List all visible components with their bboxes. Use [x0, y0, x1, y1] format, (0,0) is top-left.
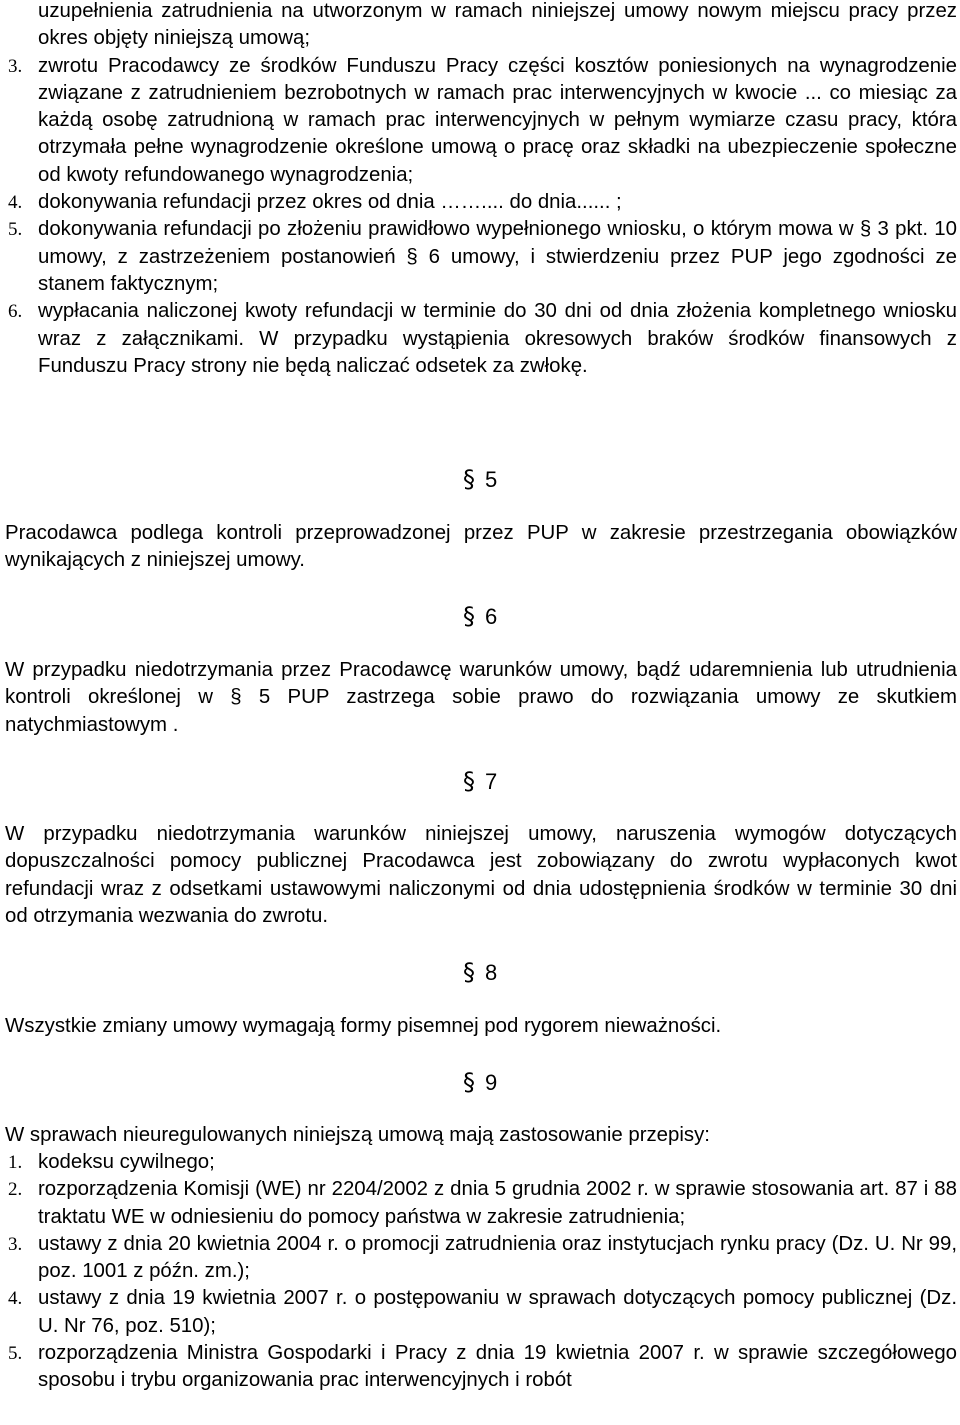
section-symbol: §	[463, 1068, 475, 1096]
section-symbol: §	[463, 958, 475, 986]
list-item-number: 6.	[8, 301, 23, 323]
list-item-number	[8, 0, 38, 53]
list-item-number: 3.	[8, 55, 23, 77]
list-item	[8, 189, 957, 216]
section-7-paragraph: W przypadku niedotrzymania warunków niniejszej umowy, naruszenia wymogów dotyczących dopuszczalności pomocy publicznej Pracodawca jest zobowiązany do zwrotu wypłaconych kwot refundacji wraz z odsetkami ustawowymi naliczonymi od dnia udostępnienia środków w terminie 30 dni od otrzymania wezwania do zwrotu.	[5, 823, 957, 927]
section-heading-5	[463, 464, 497, 495]
section-heading-6	[463, 601, 497, 632]
list-item-number: 4.	[8, 1288, 23, 1310]
section-heading-8	[463, 957, 497, 988]
section-number: 9	[485, 1070, 498, 1095]
list-item-number: 5.	[8, 219, 23, 241]
section-symbol: §	[463, 602, 475, 630]
list-item	[8, 1176, 957, 1231]
list-item-text: rozporządzenia Komisji (WE) nr 2204/2002 z dnia 5 grudnia 2002 r. w sprawie stosowania art. 87 i 88 traktatu WE w odniesieniu do pomocy państwa w zakresie zatrudnienia;	[38, 1178, 957, 1228]
section-heading-9	[463, 1067, 497, 1098]
section-symbol: §	[463, 465, 475, 493]
section-9-paragraph: W sprawach nieuregulowanych niniejszą umową mają zastosowanie przepisy:	[5, 1124, 710, 1146]
list-item	[8, 1149, 957, 1176]
section-number: 6	[485, 604, 498, 629]
list-item-text: wypłacania naliczonej kwoty refundacji w terminie do 30 dni od dnia złożenia kompletnego wniosku wraz z załącznikami. W przypadku wystąpienia okresowych braków środków finansowych z Funduszu Pracy strony nie będą naliczać odsetek za zwłokę.	[38, 300, 957, 377]
list-item-text: uzupełnienia zatrudnienia na utworzonym w ramach niniejszej umowy nowym miejscu pracy przez okres objęty niniejszą umową;	[38, 0, 957, 50]
section-number: 7	[485, 769, 498, 794]
obligations-list	[8, 0, 957, 380]
list-item-text: dokonywania refundacji przez okres od dnia …….... do dnia...... ;	[38, 191, 622, 214]
section-number: 5	[485, 467, 498, 492]
list-item	[8, 53, 957, 189]
section-8-paragraph: Wszystkie zmiany umowy wymagają formy pisemnej pod rygorem nieważności.	[5, 1015, 722, 1037]
list-item-number: 1.	[8, 1152, 23, 1173]
list-item-number: 4.	[8, 192, 23, 214]
list-item	[8, 1231, 957, 1286]
section-number: 8	[485, 960, 498, 985]
list-item	[8, 1285, 957, 1340]
list-item-number: 3.	[8, 1233, 23, 1255]
list-item-text: dokonywania refundacji po złożeniu prawidłowo wypełnionego wniosku, o którym mowa w § 3 pkt. 10 umowy, z zastrzeżeniem postanowień § 6 umowy, i stwierdzeniu przez PUP jego zgodności ze stanem faktycznym;	[38, 218, 957, 295]
list-item	[8, 0, 957, 53]
list-item-text: ustawy z dnia 20 kwietnia 2004 r. o promocji zatrudnienia oraz instytucjach rynku pracy (Dz. U. Nr 99, poz. 1001 z późn. zm.);	[38, 1232, 957, 1283]
list-item-number: 5.	[8, 1343, 23, 1365]
list-item-text: zwrotu Pracodawcy ze środków Funduszu Pracy części kosztów poniesionych na wynagrodzenie związane z zatrudnieniem bezrobotnych w ramach prac interwencyjnych w kwocie ... co miesiąc za każdą osobę zatrudnioną w ramach prac interwencyjnych w pełnym wymiarze czasu pracy, która otrzymała pełne wynagrodzenie określone umową o pracę oraz składki na ubezpieczenie społeczne od kwoty refundowanego wynagrodzenia;	[38, 54, 957, 186]
regulations-list	[8, 1149, 957, 1395]
section-symbol: §	[463, 767, 475, 795]
list-item-text: rozporządzenia Ministra Gospodarki i Pracy z dnia 19 kwietnia 2007 r. w sprawie szczegółowego sposobu i trybu organizowania prac interwencyjnych i robót	[38, 1342, 957, 1392]
section-5-paragraph: Pracodawca podlega kontroli przeprowadzonej przez PUP w zakresie przestrzegania obowiązków wynikających z niniejszej umowy.	[5, 522, 957, 572]
section-6-paragraph: W przypadku niedotrzymania przez Pracodawcę warunków umowy, bądź udaremnienia lub utrudnienia kontroli określonej w § 5 PUP zastrzega sobie prawo do rozwiązania umowy ze skutkiem natychmiastowym .	[5, 659, 957, 736]
list-item-number: 2.	[8, 1179, 23, 1201]
list-item	[8, 1340, 957, 1395]
list-item-text: ustawy z dnia 19 kwietnia 2007 r. o postępowaniu w sprawach dotyczących pomocy publicznej (Dz. U. Nr 76, poz. 510);	[38, 1287, 957, 1337]
list-item	[8, 216, 957, 298]
list-item-text: kodeksu cywilnego;	[38, 1151, 215, 1173]
list-item	[8, 298, 957, 380]
section-heading-7	[463, 766, 497, 797]
